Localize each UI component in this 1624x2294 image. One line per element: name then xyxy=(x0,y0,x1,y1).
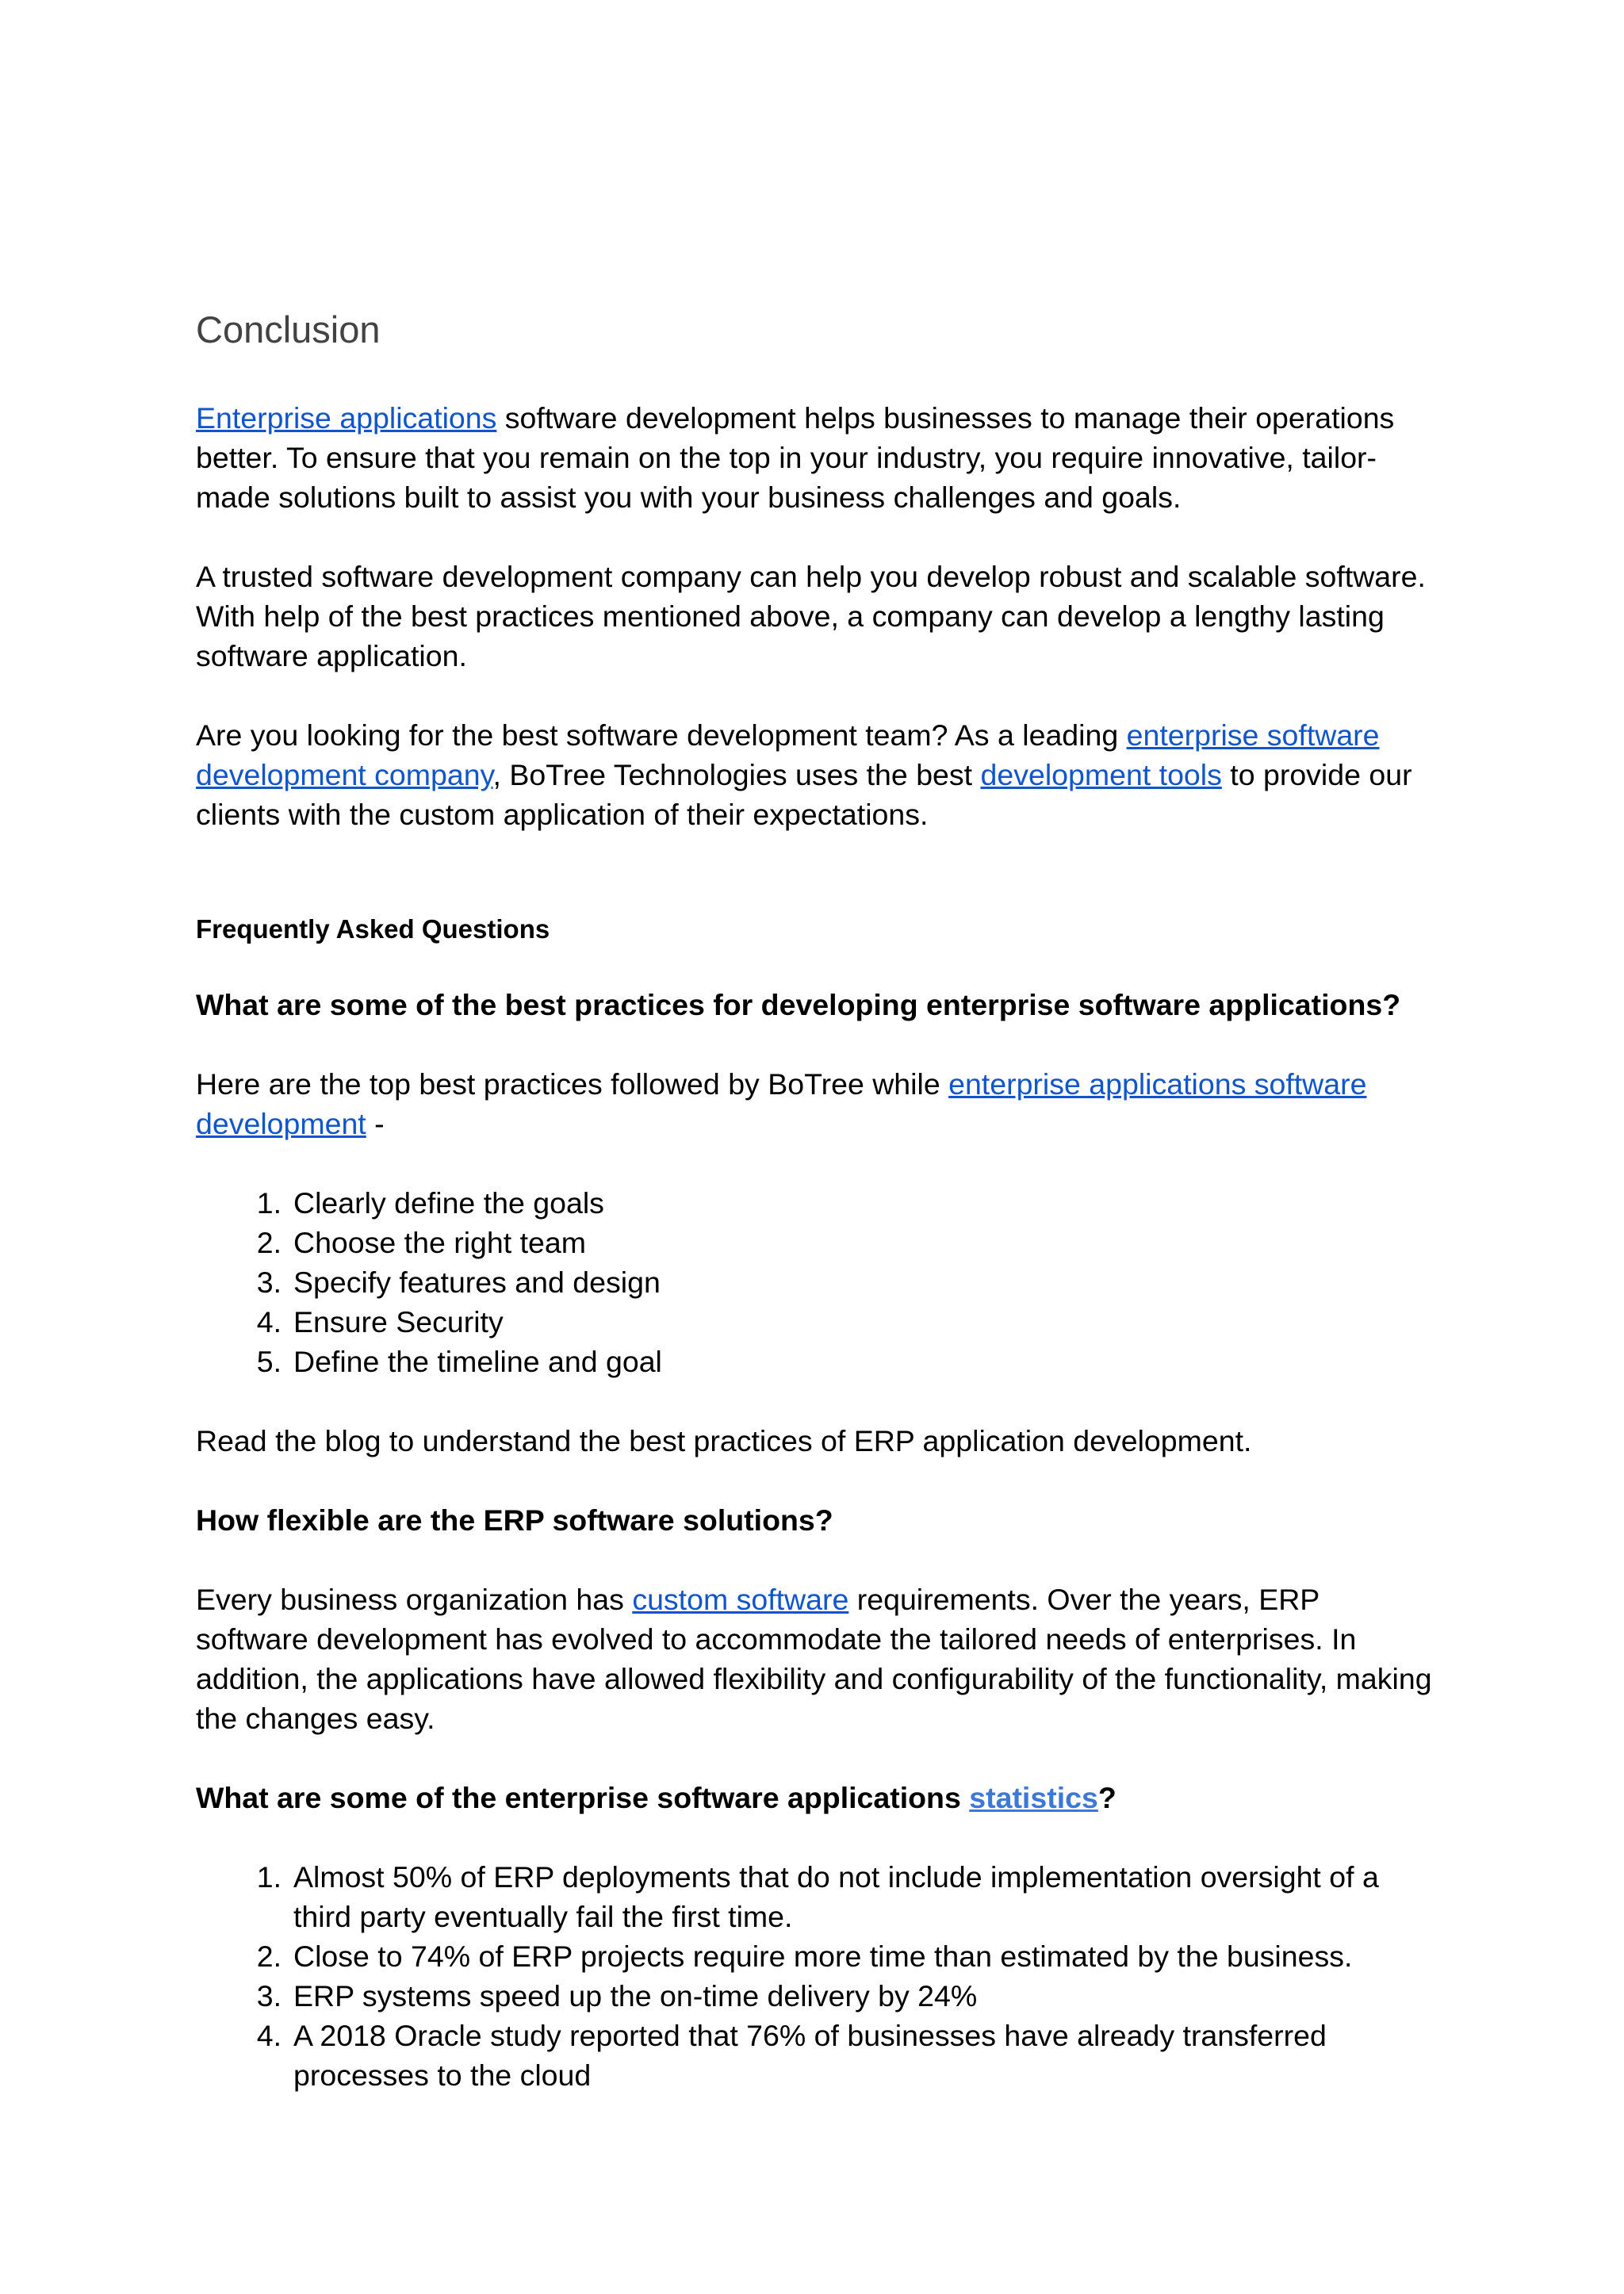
list-number: 1. xyxy=(256,1186,282,1220)
custom-software-link[interactable]: custom software xyxy=(632,1583,849,1616)
list-item-text: Close to 74% of ERP projects require more time than estimated by the business. xyxy=(293,1940,1353,1973)
list-item-text: Clearly define the goals xyxy=(293,1186,604,1220)
statistics-list xyxy=(196,1857,1433,2095)
list-number: 2. xyxy=(256,1940,282,1973)
list-item xyxy=(196,1223,1433,1262)
statistics-link[interactable]: statistics xyxy=(969,1781,1098,1814)
enterprise-applications-software-development-link[interactable]: enterprise applications software development xyxy=(196,1067,1367,1140)
list-item xyxy=(196,1302,1433,1342)
list-item xyxy=(196,1936,1433,1976)
list-item-text: Ensure Security xyxy=(293,1305,504,1338)
best-practices-list xyxy=(196,1183,1433,1381)
list-item xyxy=(196,1342,1433,1381)
paragraph-text: - xyxy=(366,1107,385,1140)
development-tools-link[interactable]: development tools xyxy=(980,758,1222,791)
list-item-text: Define the timeline and goal xyxy=(293,1345,662,1378)
conclusion-paragraph-3 xyxy=(196,715,1433,834)
list-item-text: ERP systems speed up the on-time delivery by 24% xyxy=(293,1979,978,2013)
list-item xyxy=(196,1857,1433,1936)
paragraph-text: software development helps businesses to manage their operations better. To ensure that you remain on the top in your industry, you require innovative, tailor-made solutions built to assist you with your business challenges and goals. xyxy=(196,401,1395,514)
list-number: 1. xyxy=(256,1860,282,1894)
faq-question-1: What are some of the best practices for developing enterprise software applications? xyxy=(196,988,1401,1021)
faq-question-3 xyxy=(196,1778,1433,1817)
list-item xyxy=(196,1262,1433,1302)
list-item xyxy=(196,1183,1433,1223)
paragraph-text: Every business organization has xyxy=(196,1583,633,1616)
paragraph-text: requirements. Over the years, ERP software development has evolved to accommodate the tailored needs of enterprises. In addition, the applications have allowed flexibility and configurability of the functionality, making the changes easy. xyxy=(196,1583,1432,1735)
document-content xyxy=(196,308,1433,2095)
conclusion-paragraph-1 xyxy=(196,398,1433,517)
list-number: 4. xyxy=(256,2019,282,2052)
faq-heading: Frequently Asked Questions xyxy=(196,914,550,944)
list-item xyxy=(196,2016,1433,2095)
conclusion-paragraph-2: A trusted software development company can help you develop robust and scalable software. With help of the best practices mentioned above, a company can develop a lengthy lasting software application. xyxy=(196,560,1426,672)
list-number: 3. xyxy=(256,1979,282,2013)
question-suffix: ? xyxy=(1097,1781,1116,1814)
enterprise-software-development-company-link[interactable]: enterprise software development company xyxy=(196,718,1380,791)
list-number: 3. xyxy=(256,1266,282,1299)
enterprise-applications-link[interactable]: Enterprise applications xyxy=(196,401,497,435)
list-number: 4. xyxy=(256,1305,282,1338)
list-item-text: Specify features and design xyxy=(293,1266,661,1299)
paragraph-text: , BoTree Technologies uses the best xyxy=(492,758,981,791)
faq-answer-1-outro: Read the blog to understand the best practices of ERP application development. xyxy=(196,1424,1252,1457)
list-item-text: Choose the right team xyxy=(293,1226,586,1259)
list-item xyxy=(196,1976,1433,2016)
paragraph-text: Are you looking for the best software development team? As a leading xyxy=(196,718,1127,752)
faq-answer-1-intro xyxy=(196,1064,1433,1143)
paragraph-text: Here are the top best practices followed by BoTree while xyxy=(196,1067,949,1101)
list-number: 5. xyxy=(256,1345,282,1378)
list-number: 2. xyxy=(256,1226,282,1259)
faq-answer-2 xyxy=(196,1580,1433,1738)
faq-question-2: How flexible are the ERP software solutions? xyxy=(196,1503,833,1537)
list-item-text: A 2018 Oracle study reported that 76% of businesses have already transferred processes to the cloud xyxy=(293,2019,1327,2092)
list-item-text: Almost 50% of ERP deployments that do not include implementation oversight of a third party eventually fail the first time. xyxy=(293,1860,1379,1933)
question-text: What are some of the enterprise software applications xyxy=(196,1781,970,1814)
paragraph-text: to provide our clients with the custom application of their expectations. xyxy=(196,758,1412,831)
conclusion-heading: Conclusion xyxy=(196,308,381,350)
